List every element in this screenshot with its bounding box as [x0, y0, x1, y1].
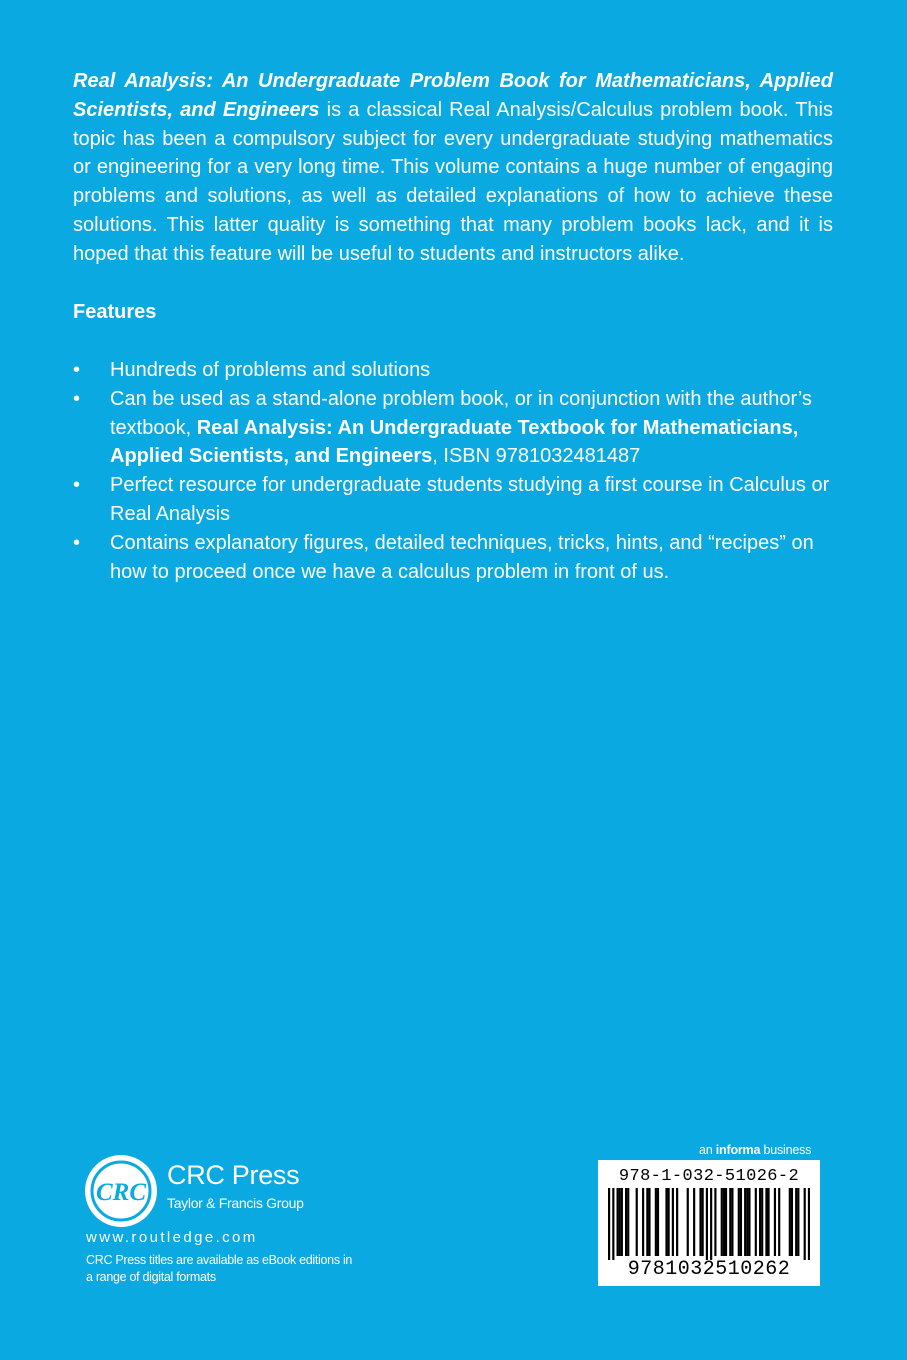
barcode-bar	[668, 1188, 670, 1256]
ebook-note: CRC Press titles are available as eBook editions in a range of digital formats	[86, 1253, 353, 1284]
barcode-bar	[665, 1188, 667, 1256]
barcode-bar	[731, 1188, 733, 1256]
barcode-bar	[612, 1188, 614, 1260]
feature-isbn-text: , ISBN 9781032481487	[432, 445, 641, 468]
barcode-bar	[765, 1188, 767, 1256]
barcode-bar	[625, 1188, 627, 1256]
barcode-bar	[646, 1188, 648, 1256]
barcode-bar	[778, 1188, 780, 1256]
barcode-bar	[710, 1188, 712, 1260]
feature-item	[73, 471, 843, 529]
barcode-bar	[738, 1188, 740, 1256]
features-heading: Features	[73, 301, 157, 323]
barcode-bar	[687, 1188, 689, 1256]
textbook-title: Real Analysis: An Undergraduate Textbook for Mathematicians, Applied Scientists, and Engineers	[110, 416, 799, 468]
barcode-bar	[702, 1188, 704, 1256]
bullet-icon: •	[73, 359, 81, 381]
ean-digits: 9781032510262	[627, 1258, 791, 1281]
barcode-bar	[789, 1188, 791, 1256]
feature-text: Perfect resource for undergraduate students studying a first course in Calculus or Real Analysis	[110, 474, 830, 525]
barcode-bar	[759, 1188, 761, 1256]
barcode-bar	[755, 1188, 757, 1256]
feature-text: Can be used as a stand-alone problem book, or in conjunction with the author’s textbook,	[110, 387, 812, 439]
barcode-bar	[617, 1188, 619, 1256]
barcode-bar	[636, 1188, 638, 1256]
barcode-bar	[746, 1188, 748, 1256]
barcode-bar	[723, 1188, 725, 1256]
feature-text: Hundreds of problems and solutions	[110, 359, 431, 381]
barcode-bar	[655, 1188, 657, 1256]
book-title-inline: Real Analysis: An Undergraduate Problem Book for Mathematicians, Applied Scientists, and Engineers	[73, 70, 833, 121]
features-list	[73, 356, 843, 586]
barcode-bar	[797, 1188, 799, 1256]
bullet-icon: •	[73, 474, 81, 497]
feature-item	[73, 385, 843, 471]
isbn-label: 978-1-032-51026-2	[618, 1167, 800, 1186]
barcode-bar	[795, 1188, 797, 1256]
barcode-bar	[748, 1188, 750, 1256]
description-paragraph	[73, 67, 833, 269]
publisher-name: CRC Press	[167, 1160, 300, 1190]
barcode-bar	[729, 1188, 731, 1256]
barcode-bar	[706, 1188, 708, 1260]
barcode-bar	[657, 1188, 659, 1256]
barcode-bar	[808, 1188, 810, 1260]
barcode-bar	[608, 1188, 610, 1260]
feature-text: Contains explanatory figures, detailed techniques, tricks, hints, and “recipes” on how to proceed once we have a calculus problem in front of us.	[110, 531, 814, 583]
barcode-bar	[774, 1188, 776, 1256]
feature-item	[73, 529, 843, 587]
barcode-bar	[621, 1188, 623, 1256]
bullet-icon: •	[73, 531, 81, 554]
barcode-bar	[740, 1188, 742, 1256]
barcode-bar	[642, 1188, 644, 1256]
barcode-bar	[672, 1188, 674, 1256]
barcode-bar	[725, 1188, 727, 1256]
publisher-group: Taylor & Francis Group	[167, 1195, 304, 1211]
barcode-bar	[804, 1188, 806, 1260]
barcode-bar	[648, 1188, 650, 1256]
feature-item	[73, 356, 843, 385]
description-text: is a classical Real Analysis/Calculus problem book. This topic has been a compulsory subject for every undergraduate studying mathematics or engineering for a very long time. This volume contains a huge number of engaging problems and solutions, as well as detailed explanations of how to achieve these solutions. This latter quality is something that many problem books lack, and it is hoped that this feature will be useful to students and instructors alike.	[73, 98, 833, 265]
barcode-bar	[714, 1188, 716, 1256]
barcode-bar	[676, 1188, 678, 1256]
publisher-website: www.routledge.com	[86, 1229, 258, 1246]
barcode-bar	[721, 1188, 723, 1256]
barcode	[598, 1160, 820, 1286]
barcode-bars	[608, 1188, 810, 1260]
crc-logo-text: CRC	[95, 1179, 147, 1206]
barcode-bar	[791, 1188, 793, 1256]
barcode-bar	[699, 1188, 701, 1256]
barcode-bar	[627, 1188, 629, 1256]
barcode-bar	[693, 1188, 695, 1256]
barcode-bar	[761, 1188, 763, 1256]
bullet-icon: •	[73, 387, 81, 410]
barcode-bar	[619, 1188, 621, 1256]
crc-logo-icon	[83, 1153, 159, 1229]
barcode-bar	[767, 1188, 769, 1256]
informa-business-line: an informa business	[699, 1143, 812, 1157]
barcode-bar	[744, 1188, 746, 1256]
